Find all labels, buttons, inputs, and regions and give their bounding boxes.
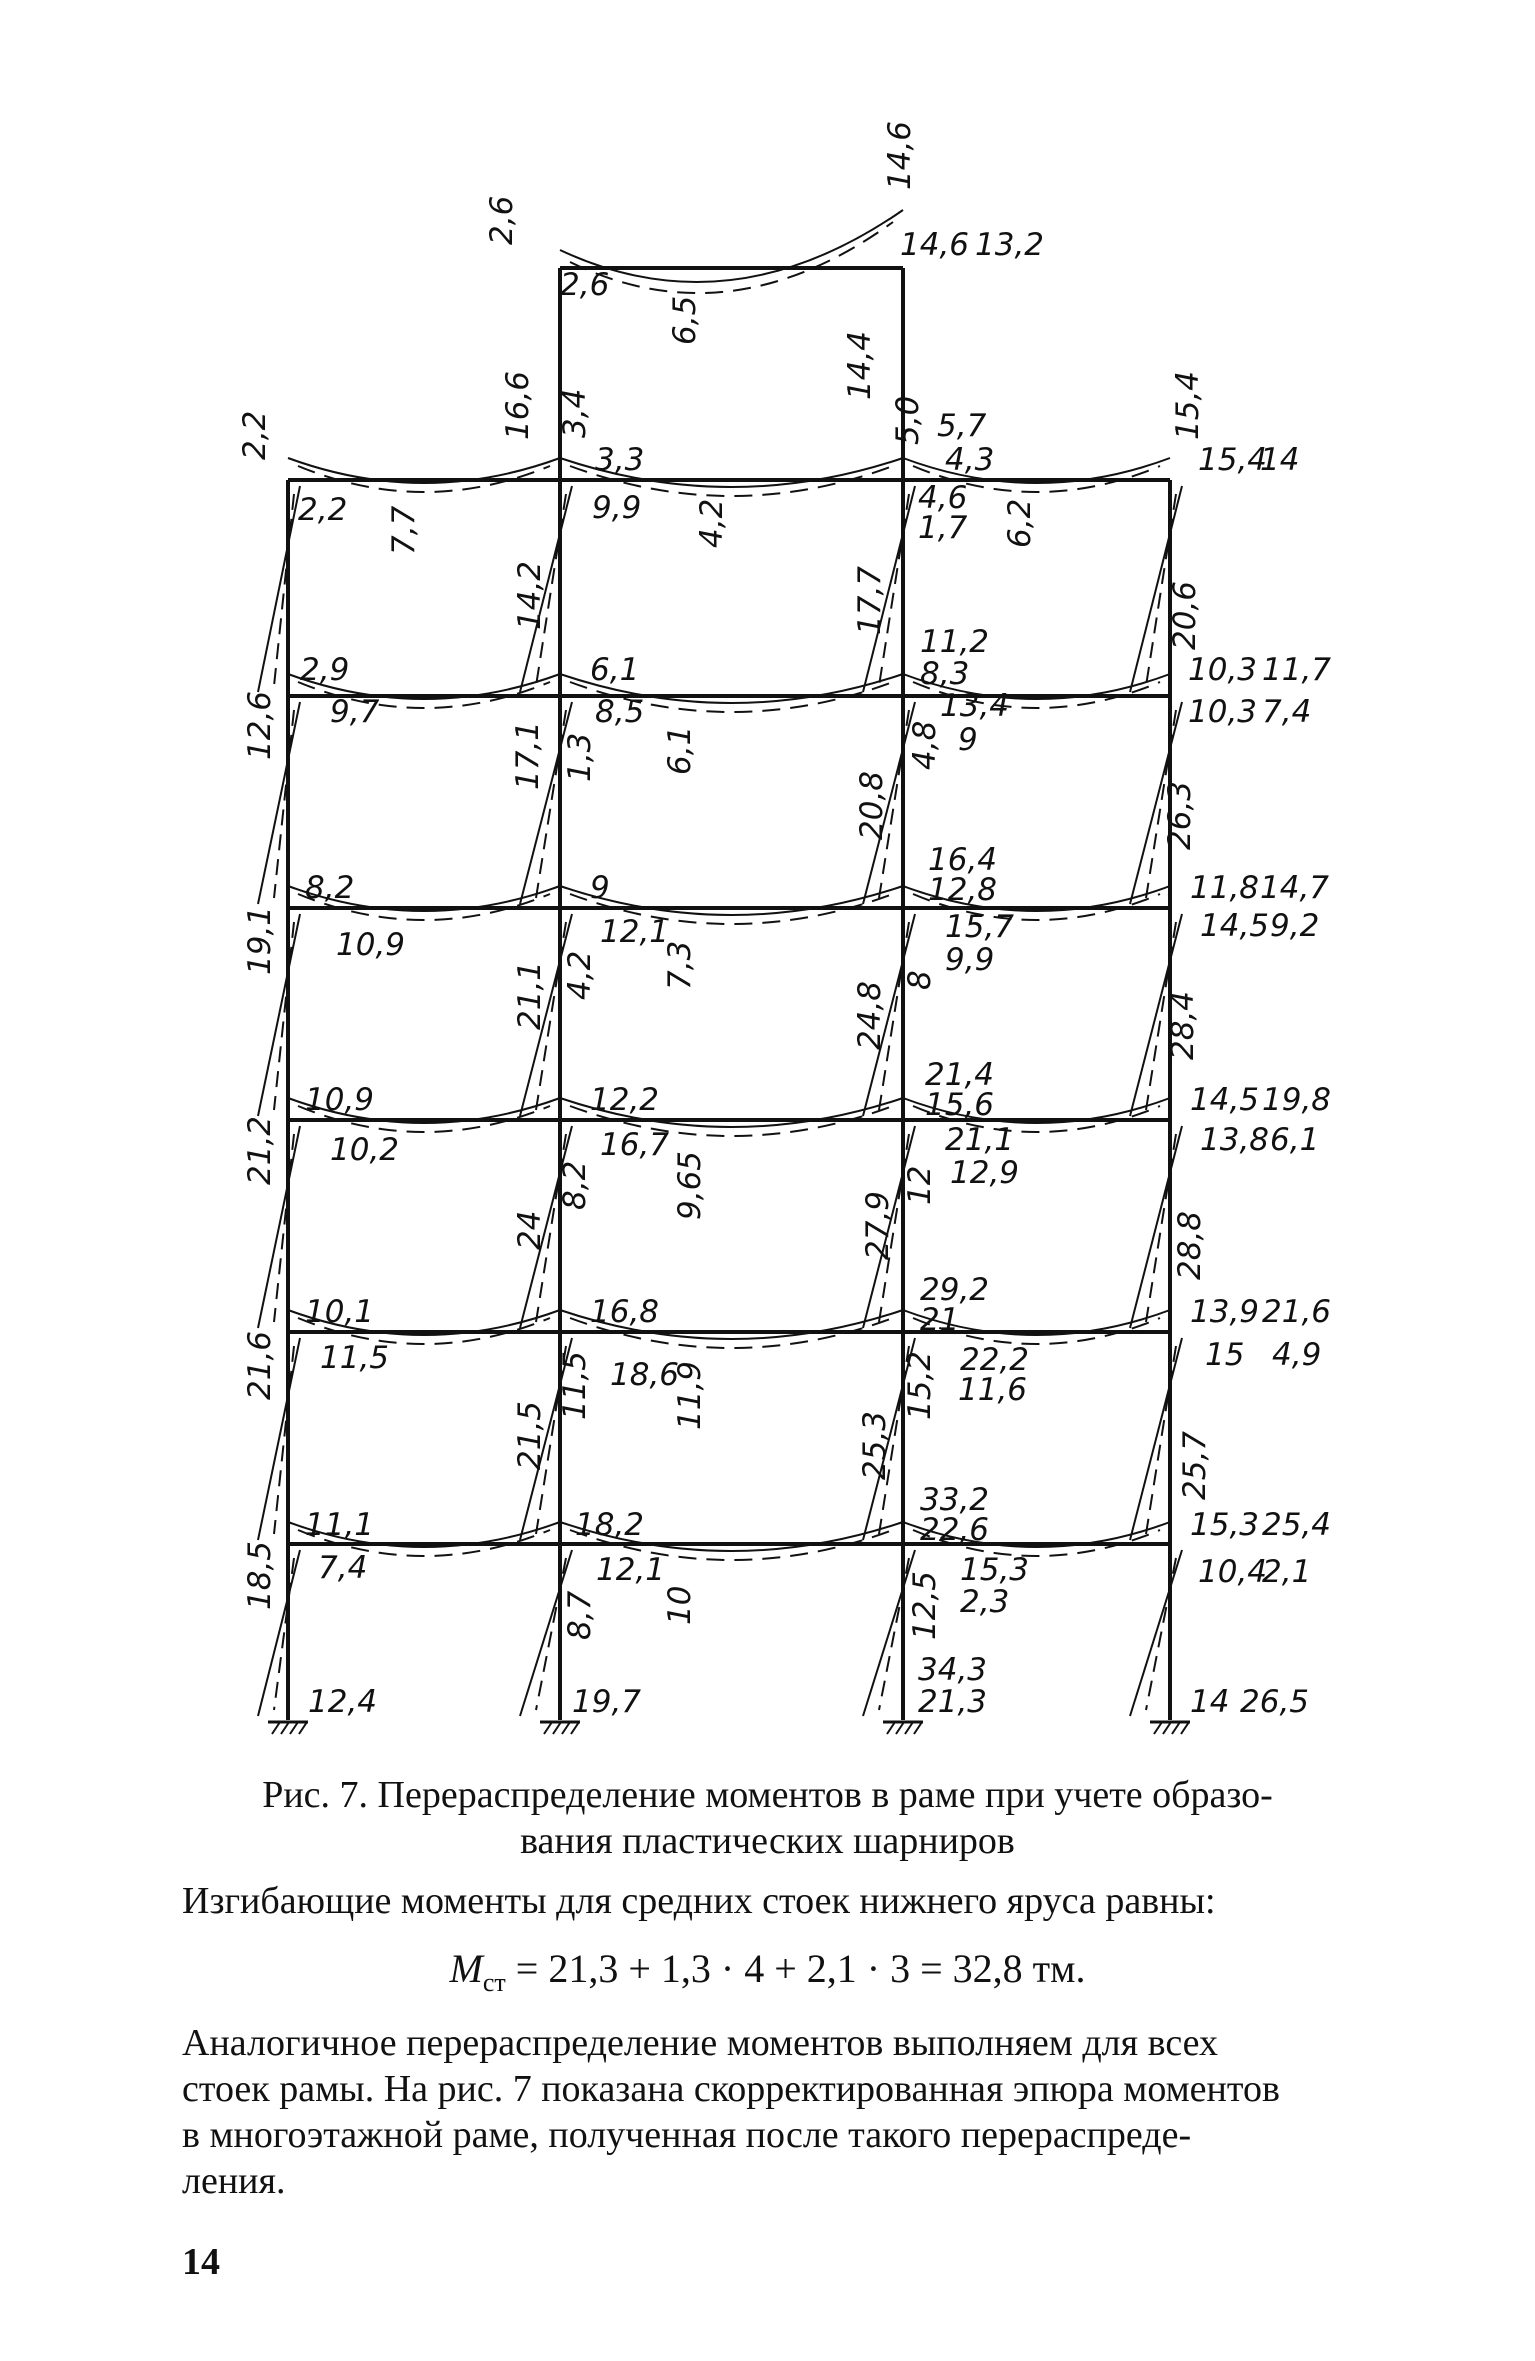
page-number: 14	[182, 2241, 220, 2283]
moment-value-label: 12,9	[950, 1155, 1020, 1191]
moment-value-label: 18,2	[575, 1507, 645, 1543]
moment-value-label: 4,6	[918, 480, 968, 516]
moment-value-label: 5,0	[890, 395, 926, 445]
moment-value-label: 25,7	[1177, 1430, 1213, 1500]
moment-value-label: 14,4	[842, 330, 878, 400]
moment-value-label: 27,9	[860, 1190, 896, 1260]
moment-value-label: 2,2	[237, 410, 273, 460]
moment-value-label: 2,9	[300, 652, 350, 688]
moment-value-label: 28,4	[1165, 990, 1201, 1060]
moment-value-label: 11,1	[305, 1507, 375, 1543]
moment-value-label: 19,8	[1262, 1082, 1332, 1118]
moment-value-label: 12,8	[928, 872, 998, 908]
moment-value-label: 7,3	[662, 940, 698, 990]
moment-value-label: 29,2	[920, 1272, 990, 1308]
caption-line-1: Рис. 7. Перераспределение моментов в раме при учете образо-	[262, 1774, 1273, 1816]
moment-value-label: 8,2	[305, 870, 355, 906]
moment-value-label: 11,5	[557, 1350, 593, 1420]
moment-value-label: 13,9	[1190, 1294, 1260, 1330]
support-hatch	[281, 1722, 289, 1734]
moment-value-label: 11,7	[1262, 652, 1332, 688]
moment-value-label: 2,2	[298, 492, 348, 528]
moment-value-label: 12,6	[242, 690, 278, 760]
moment-value-label: 16,8	[590, 1294, 660, 1330]
moment-value-label: 28,8	[1172, 1210, 1208, 1280]
moment-value-label: 25,4	[1262, 1507, 1332, 1543]
moment-value-label: 34,3	[918, 1652, 988, 1688]
moment-value-label: 10,2	[330, 1132, 400, 1168]
moment-value-label: 22,2	[960, 1342, 1030, 1378]
support-hatch	[562, 1722, 570, 1734]
moment-value-label: 2,6	[560, 267, 610, 303]
moment-value-label: 18,5	[242, 1540, 278, 1610]
moment-value-label: 21,6	[242, 1330, 278, 1400]
formula-body: = 21,3 + 1,3 · 4 + 2,1 · 3 = 32,8 тм.	[505, 1946, 1086, 1991]
moment-value-label: 15,4	[1170, 370, 1206, 440]
moment-value-label: 26,5	[1240, 1684, 1310, 1720]
moment-value-label: 26,3	[1162, 780, 1198, 850]
moment-value-label: 21,2	[242, 1115, 278, 1185]
moment-value-label: 18,6	[610, 1357, 680, 1393]
moment-value-label: 6,1	[590, 652, 640, 688]
moment-value-label: 21,1	[512, 960, 548, 1030]
moment-value-label: 11,5	[320, 1340, 390, 1376]
moment-value-label: 2,1	[1262, 1554, 1312, 1590]
moment-value-label: 6,5	[667, 295, 703, 345]
moment-value-label: 12,1	[600, 914, 670, 950]
moment-value-label: 7,4	[1262, 694, 1312, 730]
moment-value-label: 4,2	[562, 950, 598, 1000]
support-hatch	[299, 1722, 307, 1734]
support-hatch	[905, 1722, 913, 1734]
moment-value-label: 14,6	[882, 120, 918, 190]
moment-value-label: 9,7	[330, 694, 380, 730]
moment-value-label: 9,65	[672, 1150, 708, 1220]
moment-value-label: 8,3	[920, 656, 970, 692]
frame-members	[288, 268, 1170, 1720]
moment-value-label: 9	[590, 870, 610, 906]
moment-value-label: 21,3	[918, 1684, 988, 1720]
moment-value-label: 14,5	[1200, 908, 1270, 944]
moment-value-label: 16,7	[600, 1127, 670, 1163]
support-hatch	[571, 1722, 579, 1734]
moment-value-label: 12,4	[308, 1684, 378, 1720]
moment-values	[237, 121, 1331, 1720]
moment-value-label: 12,5	[907, 1570, 943, 1640]
moment-value-label: 15	[1205, 1337, 1245, 1373]
moment-value-label: 24,8	[852, 980, 888, 1050]
moment-value-label: 14,5	[1190, 1082, 1260, 1118]
figure-caption	[0, 1772, 1535, 1864]
moment-value-label: 3,3	[595, 442, 645, 478]
moment-value-label: 22,6	[920, 1512, 990, 1548]
support-hatch	[914, 1722, 922, 1734]
moment-value-label: 1,3	[562, 732, 598, 782]
moment-value-label: 7,7	[386, 505, 422, 555]
paragraph-2-line-4: ления.	[182, 2160, 286, 2202]
column-moment-line	[1130, 1550, 1182, 1716]
moment-value-label: 21,5	[512, 1400, 548, 1470]
moment-value-label: 15,3	[1190, 1507, 1260, 1543]
moment-value-label: 7,4	[318, 1550, 368, 1586]
moment-value-label: 2,3	[960, 1584, 1010, 1620]
moment-value-label: 10,3	[1188, 694, 1258, 730]
moment-value-label: 4,2	[694, 498, 730, 548]
moment-value-label: 10,1	[305, 1294, 375, 1330]
support-hatch	[544, 1722, 552, 1734]
moment-value-label: 6,1	[662, 725, 698, 775]
moment-value-label: 14,2	[512, 560, 548, 630]
moment-value-label: 2,6	[484, 195, 520, 245]
moment-value-label: 4,8	[907, 720, 943, 770]
moment-value-label: 3,4	[557, 388, 593, 438]
moment-value-label: 15,7	[945, 909, 1015, 945]
moment-value-label: 4,9	[1272, 1337, 1322, 1373]
moment-value-label: 33,2	[920, 1482, 990, 1518]
paragraph-2-line-3: в многоэтажной раме, полученная после такого перераспреде-	[182, 2114, 1192, 2156]
moment-value-label: 25,3	[857, 1410, 893, 1480]
moment-value-label: 15,3	[960, 1552, 1030, 1588]
moment-value-label: 8,5	[595, 694, 645, 730]
formula-subscript: ст	[482, 1968, 506, 1997]
moment-value-label: 14	[1190, 1684, 1230, 1720]
moment-value-label: 12,2	[590, 1082, 660, 1118]
moment-value-label: 6,1	[1270, 1122, 1320, 1158]
moment-value-label: 1,7	[918, 510, 968, 546]
moment-value-label: 11,2	[920, 624, 990, 660]
moment-value-label: 11,6	[958, 1372, 1028, 1408]
column-moment-line	[1130, 1338, 1182, 1540]
moment-value-label: 21,1	[945, 1122, 1015, 1158]
support-hatch	[290, 1722, 298, 1734]
paragraph-2-line-2: стоек рамы. На рис. 7 показана скорректированная эпюра моментов	[182, 2068, 1280, 2110]
support-hatch	[887, 1722, 895, 1734]
moment-value-label: 21	[920, 1302, 960, 1338]
moment-value-label: 9	[958, 722, 978, 758]
moment-value-label: 10,3	[1188, 652, 1258, 688]
moment-value-label: 10,9	[336, 927, 406, 963]
moment-value-label: 14	[1260, 442, 1300, 478]
column-moment-line-redistributed	[274, 494, 294, 686]
moment-value-label: 8	[902, 970, 938, 990]
moment-value-label: 19,1	[242, 905, 278, 975]
moment-value-label: 13,4	[940, 688, 1010, 724]
moment-value-label: 13,8	[1200, 1122, 1270, 1158]
moment-value-label: 12,1	[596, 1552, 666, 1588]
moment-value-label: 14,7	[1260, 870, 1330, 906]
moment-value-label: 17,1	[510, 720, 546, 790]
moment-value-label: 15,4	[1198, 442, 1268, 478]
beam-moment-curve	[560, 210, 903, 282]
moment-value-label: 11,9	[672, 1360, 708, 1430]
moment-value-label: 8,2	[557, 1160, 593, 1210]
column-moment-line	[258, 486, 300, 692]
beam-moment-curve-redistributed	[570, 222, 893, 293]
moment-value-label: 21,4	[925, 1057, 995, 1093]
moment-value-label: 24	[512, 1210, 548, 1250]
paragraph-2-line-1: Аналогичное перераспределение моментов выполняем для всех	[182, 2022, 1219, 2064]
formula	[0, 1945, 1535, 1998]
moment-value-label: 5,7	[937, 408, 987, 444]
moment-value-label: 4,3	[945, 442, 995, 478]
moment-value-label: 15,2	[902, 1350, 938, 1420]
moment-value-label: 21,6	[1262, 1294, 1332, 1330]
moment-value-label: 15,6	[925, 1087, 995, 1123]
support-hatch	[1154, 1722, 1162, 1734]
moment-value-label: 9,9	[592, 490, 642, 526]
moment-value-label: 13,2	[975, 227, 1045, 263]
moment-value-label: 9,9	[945, 942, 995, 978]
support-hatch	[1172, 1722, 1180, 1734]
moment-value-label: 19,7	[572, 1684, 642, 1720]
support-hatch	[896, 1722, 904, 1734]
support-hatch	[1163, 1722, 1171, 1734]
moment-curves	[258, 210, 1189, 1734]
moment-value-label: 10,4	[1198, 1554, 1268, 1590]
moment-value-label: 16,6	[500, 370, 536, 440]
paragraph-1: Изгибающие моменты для средних стоек нижнего яруса равны:	[182, 1880, 1216, 1922]
moment-value-label: 14,6	[900, 227, 970, 263]
beam-moment-curve	[560, 886, 903, 915]
moment-value-label: 8,7	[562, 1590, 598, 1640]
moment-value-label: 16,4	[928, 842, 998, 878]
moment-value-label: 10,9	[305, 1082, 375, 1118]
support-hatch	[272, 1722, 280, 1734]
caption-line-2: вания пластических шарниров	[520, 1820, 1015, 1862]
formula-symbol: M	[449, 1946, 483, 1991]
support-hatch	[1181, 1722, 1189, 1734]
moment-value-label: 20,6	[1167, 580, 1203, 650]
moment-value-label: 6,2	[1002, 498, 1038, 548]
moment-value-label: 9,2	[1270, 908, 1320, 944]
moment-value-label: 10	[662, 1585, 698, 1625]
moment-value-label: 17,7	[852, 565, 888, 635]
support-hatch	[553, 1722, 561, 1734]
moment-value-label: 12	[902, 1165, 938, 1205]
moment-value-label: 11,8	[1190, 870, 1260, 906]
moment-value-label: 20,8	[854, 770, 890, 840]
